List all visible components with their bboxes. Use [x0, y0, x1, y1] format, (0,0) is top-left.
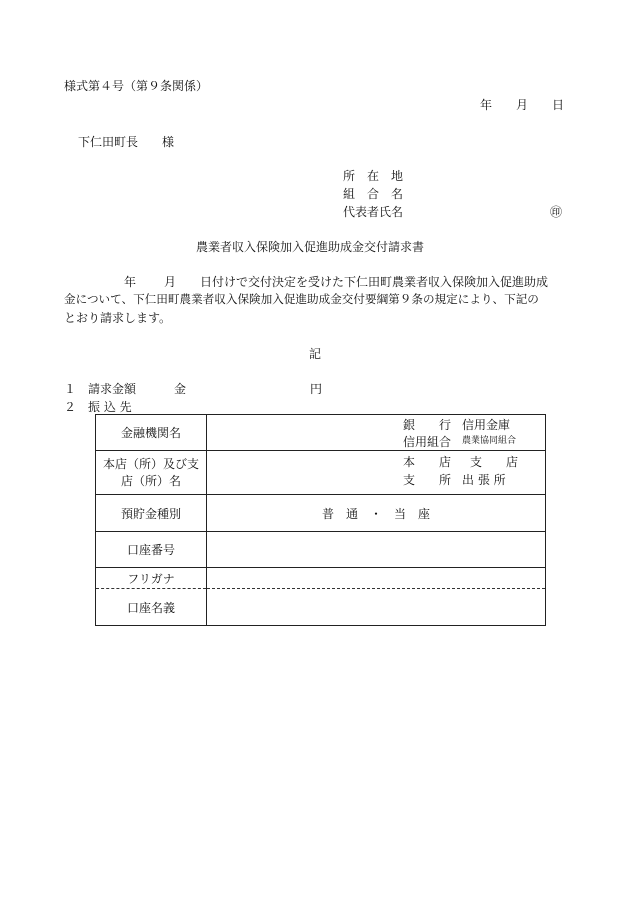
branch-type-shutchosho: 出 張 所 — [462, 473, 506, 487]
account-type-row — [96, 495, 546, 532]
branch-value-cell[interactable] — [207, 451, 546, 495]
institution-row — [96, 415, 546, 451]
body-line2: 金について、下仁田町農業者収入保険加入促進助成金交付要綱第９条の規定により、下記の — [64, 292, 539, 306]
branch-type-shiten: 支 店 — [470, 455, 519, 469]
address-label: 所 在 地 — [343, 169, 404, 183]
body-line1: 日付けで交付決定を受けた下仁田町農業者収入保険加入促進助成 — [200, 275, 549, 289]
item1-kin: 金 — [174, 382, 187, 396]
account-type-options[interactable]: 普 通 ・ 当 座 — [321, 506, 430, 521]
account-type-value-cell[interactable] — [207, 495, 546, 532]
account-type-label-cell — [96, 495, 207, 532]
account-name-label-cell — [96, 589, 207, 626]
institution-value-cell[interactable] — [207, 415, 546, 451]
org-name-label: 組 合 名 — [343, 187, 404, 201]
branch-label-line2: 店（所）名 — [120, 473, 181, 488]
bank-type-bank: 銀 行 — [403, 418, 452, 432]
account-number-label-cell — [96, 532, 207, 568]
item1-number: １ — [64, 382, 77, 396]
bank-type-nokyo: 農業協同組合 — [462, 436, 517, 446]
body-line3: とおり請求します。 — [64, 311, 172, 325]
furigana-label-cell — [96, 568, 207, 589]
furigana-row — [96, 568, 546, 589]
institution-label: 金融機関名 — [120, 426, 181, 440]
furigana-field[interactable] — [207, 568, 546, 589]
branch-type-shisho: 支 所 — [403, 473, 452, 487]
document-title: 農業者収入保険加入促進助成金交付請求書 — [196, 240, 425, 254]
item1-label: 請求金額 — [88, 382, 137, 396]
branch-type-honten: 本 店 — [403, 455, 452, 469]
body-year: 年 — [124, 275, 137, 289]
representative-label: 代表者氏名 — [343, 205, 404, 219]
body-month: 月 — [164, 275, 177, 289]
branch-label-line1: 本店（所）及び支 — [102, 456, 199, 471]
date-month: 月 — [516, 98, 529, 112]
account-name-field[interactable] — [207, 589, 546, 626]
addressee-name: 下仁田町長 — [78, 135, 139, 149]
item2-number: ２ — [64, 400, 77, 414]
branch-row — [96, 451, 546, 495]
seal-mark: ㊞ — [550, 205, 563, 219]
ki-heading: 記 — [309, 347, 322, 361]
account-name-label: 口座名義 — [126, 600, 175, 615]
account-name-row — [96, 589, 546, 626]
furigana-label: フリガナ — [127, 571, 175, 586]
addressee-honorific: 様 — [162, 135, 175, 149]
date-year: 年 — [480, 98, 493, 112]
branch-label-cell — [96, 451, 207, 495]
account-type-label: 預貯金種別 — [120, 506, 181, 521]
item1-yen: 円 — [310, 382, 323, 396]
date-day: 日 — [552, 98, 565, 112]
institution-label-cell — [96, 415, 207, 451]
bank-type-shinkumi: 信用組合 — [403, 435, 452, 449]
item2-label: 振 込 先 — [88, 400, 132, 414]
account-number-field[interactable] — [207, 532, 546, 568]
bank-type-shinkin: 信用金庫 — [462, 418, 511, 432]
bank-transfer-table — [95, 414, 546, 626]
account-number-label: 口座番号 — [126, 543, 175, 557]
account-number-row — [96, 532, 546, 568]
form-number: 様式第４号（第９条関係） — [64, 79, 209, 93]
